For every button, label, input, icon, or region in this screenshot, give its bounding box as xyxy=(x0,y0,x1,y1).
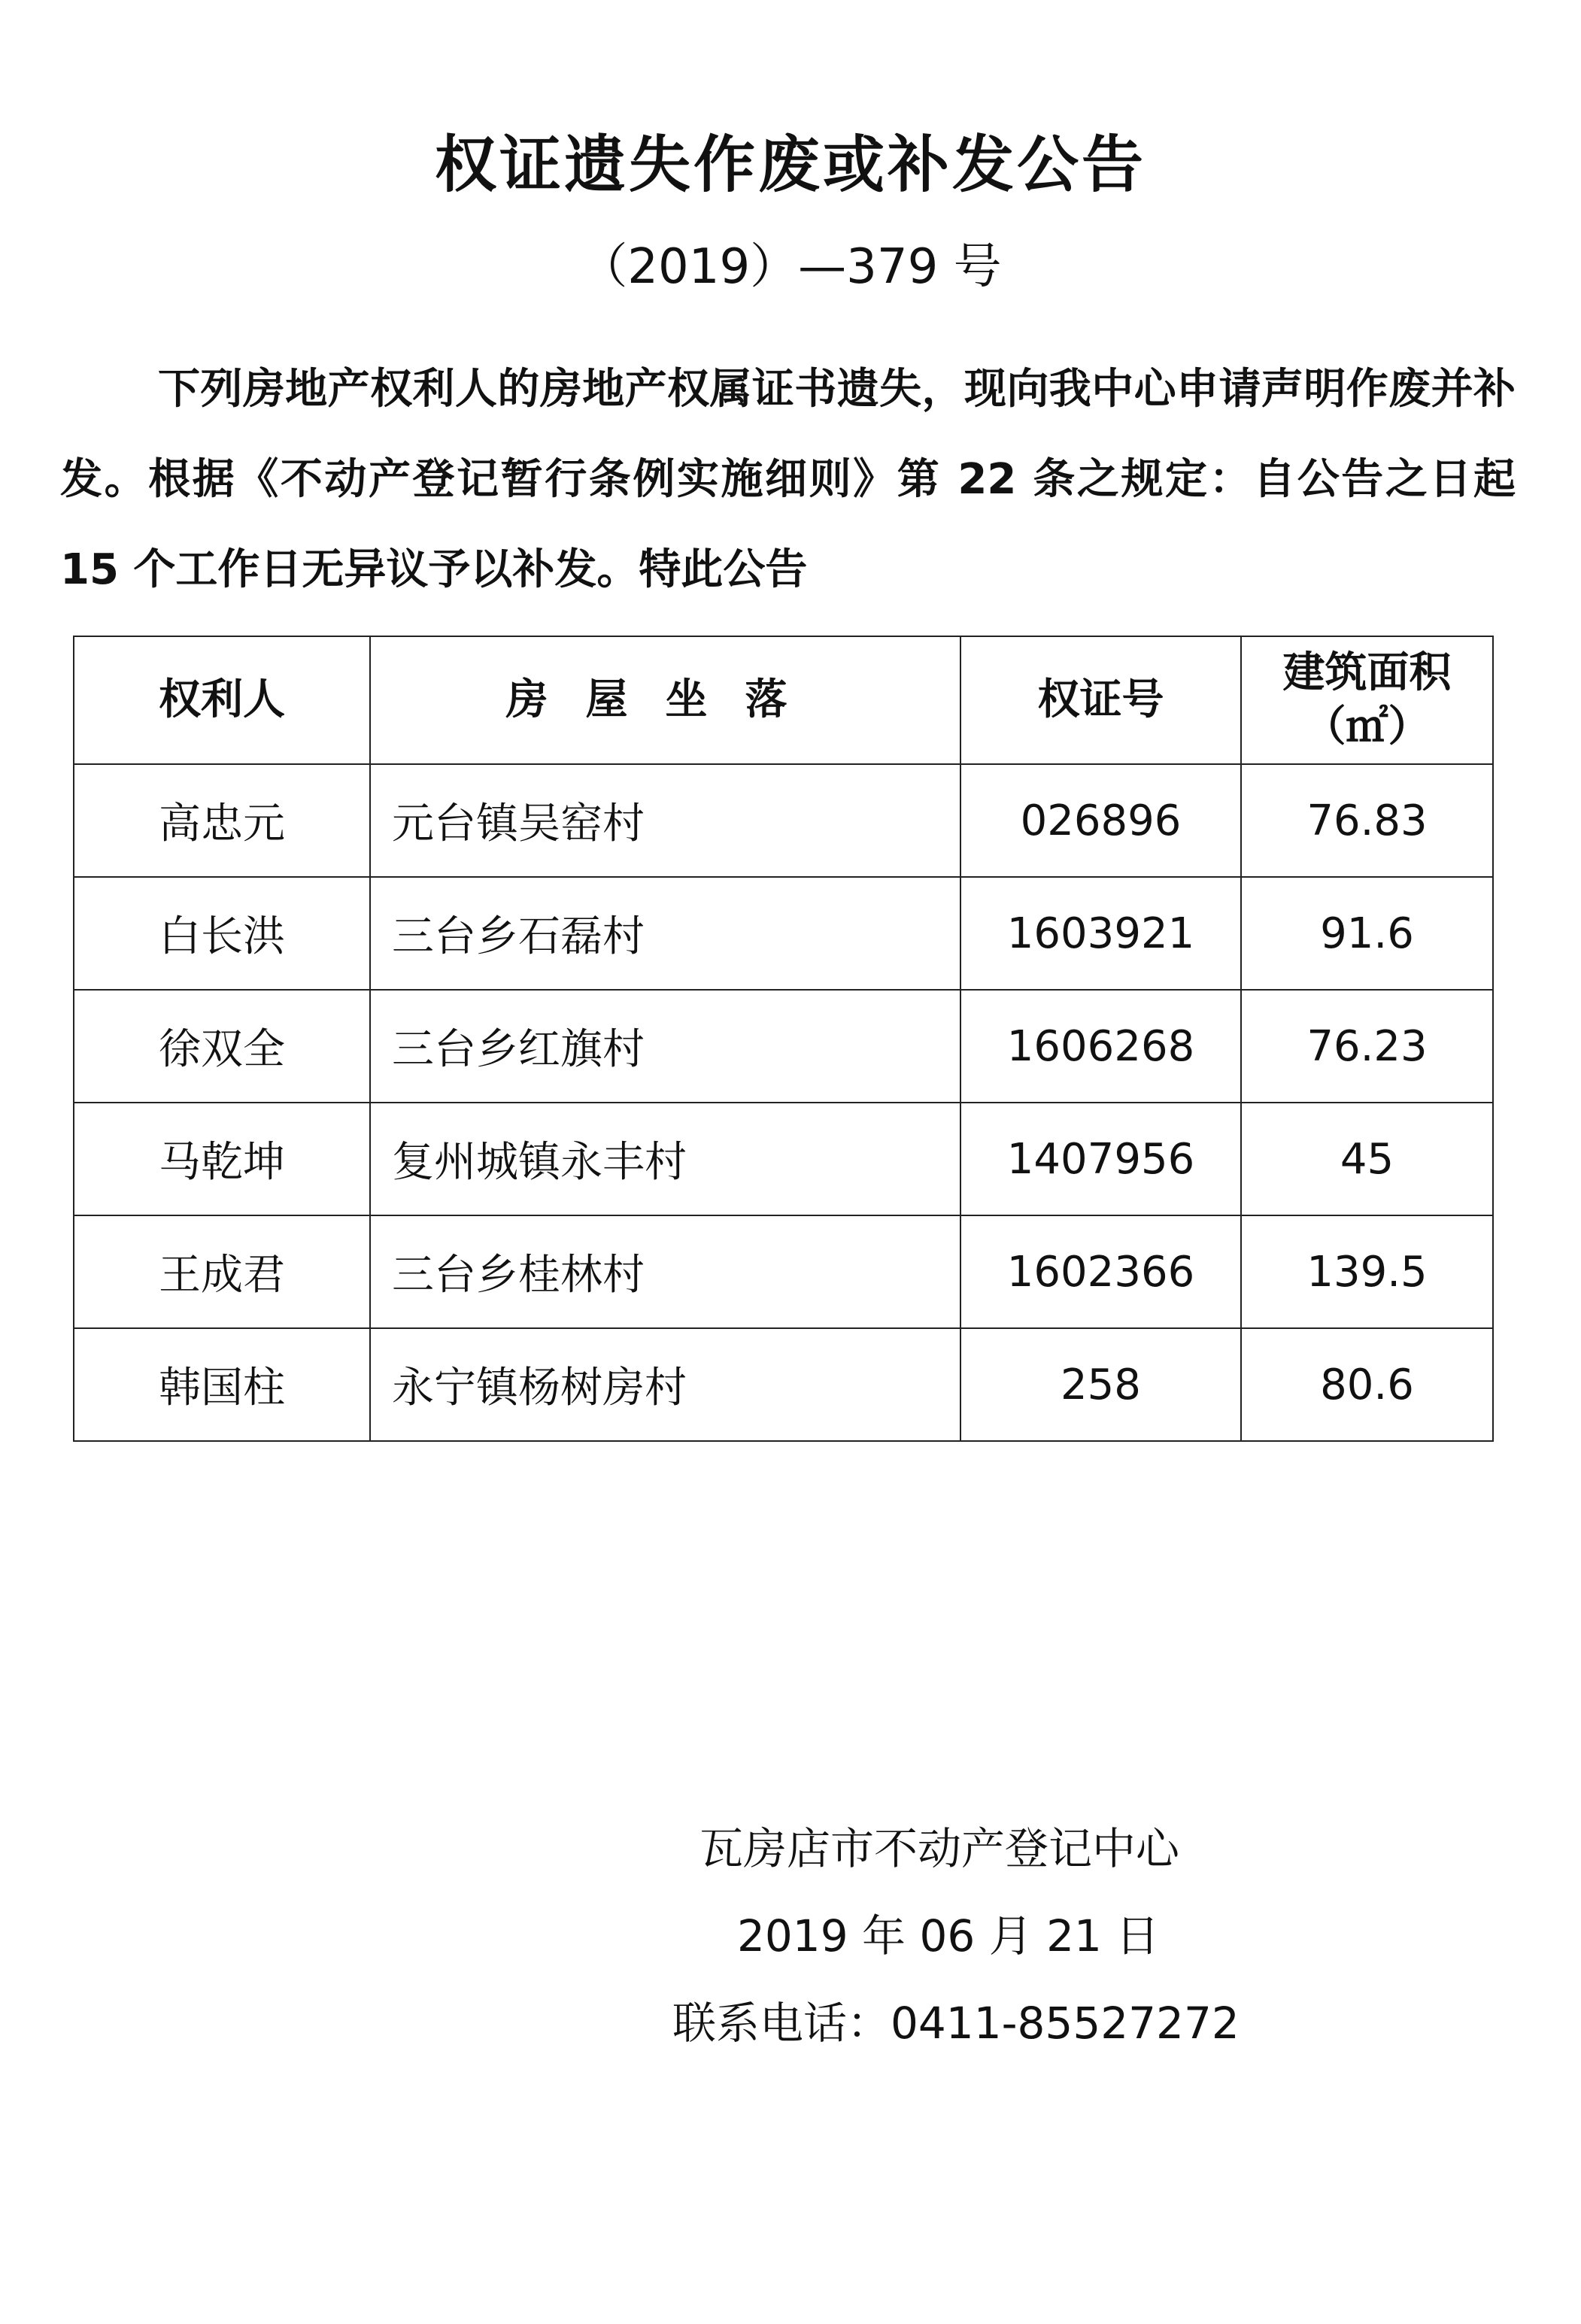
owner-cell: 白长洪 xyxy=(74,877,370,990)
table-row xyxy=(74,764,1493,877)
certificate-number-cell: 026896 xyxy=(960,764,1241,877)
location-cell: 三台乡石磊村 xyxy=(370,877,960,990)
area-header xyxy=(1241,636,1493,764)
lost-certificate-table xyxy=(73,636,1494,1442)
table-header xyxy=(74,636,1493,764)
area-cell: 139.5 xyxy=(1241,1215,1493,1328)
owner-header: 权利人 xyxy=(74,636,370,764)
table-row xyxy=(74,990,1493,1103)
table-row xyxy=(74,1103,1493,1215)
area-cell: 45 xyxy=(1241,1103,1493,1215)
area-cell: 91.6 xyxy=(1241,877,1493,990)
location-cell: 永宁镇杨树房村 xyxy=(370,1328,960,1441)
area-cell: 80.6 xyxy=(1241,1328,1493,1441)
table-row xyxy=(74,1328,1493,1441)
area-header-unit: （㎡） xyxy=(1303,702,1431,751)
owner-cell: 高忠元 xyxy=(74,764,370,877)
document-number: （2019）—379 号 xyxy=(579,239,1002,295)
certificate-number-cell: 1602366 xyxy=(960,1215,1241,1328)
location-cell: 三台乡桂林村 xyxy=(370,1215,960,1328)
issuing-authority: 瓦房店市不动产登记中心 xyxy=(699,1823,1180,1874)
notice-title: 权证遗失作废或补发公告 xyxy=(434,129,1146,201)
area-header-label: 建筑面积 xyxy=(1282,648,1452,697)
table-header-row xyxy=(74,636,1493,764)
owner-cell: 王成君 xyxy=(74,1215,370,1328)
notice-date: 2019 年 06 月 21 日 xyxy=(737,1910,1160,1961)
notice-body: 下列房地产权利人的房地产权属证书遗失，现向我中心申请声明作废并补发。根据《不动产登记暂行条例实施细则》第 22 条之规定：自公告之日起 15 个工作日无异议予以补发。特此公告 xyxy=(60,365,1516,594)
location-cell: 元台镇吴窑村 xyxy=(370,764,960,877)
table-body xyxy=(74,764,1493,1441)
certificate-number-cell: 258 xyxy=(960,1328,1241,1441)
location-cell: 三台乡红旗村 xyxy=(370,990,960,1103)
area-cell: 76.23 xyxy=(1241,990,1493,1103)
certificate-number-header: 权证号 xyxy=(960,636,1241,764)
owner-cell: 韩国柱 xyxy=(74,1328,370,1441)
table-row xyxy=(74,877,1493,990)
contact-phone: 联系电话：0411-85527272 xyxy=(672,1998,1240,2049)
certificate-number-cell: 1407956 xyxy=(960,1103,1241,1215)
owner-cell: 徐双全 xyxy=(74,990,370,1103)
location-header: 房屋坐落 xyxy=(370,636,960,764)
table-row xyxy=(74,1215,1493,1328)
location-cell: 复州城镇永丰村 xyxy=(370,1103,960,1215)
owner-cell: 马乾坤 xyxy=(74,1103,370,1215)
notice-footer xyxy=(662,1805,1339,2067)
area-cell: 76.83 xyxy=(1241,764,1493,877)
certificate-number-cell: 1603921 xyxy=(960,877,1241,990)
certificate-number-cell: 1606268 xyxy=(960,990,1241,1103)
